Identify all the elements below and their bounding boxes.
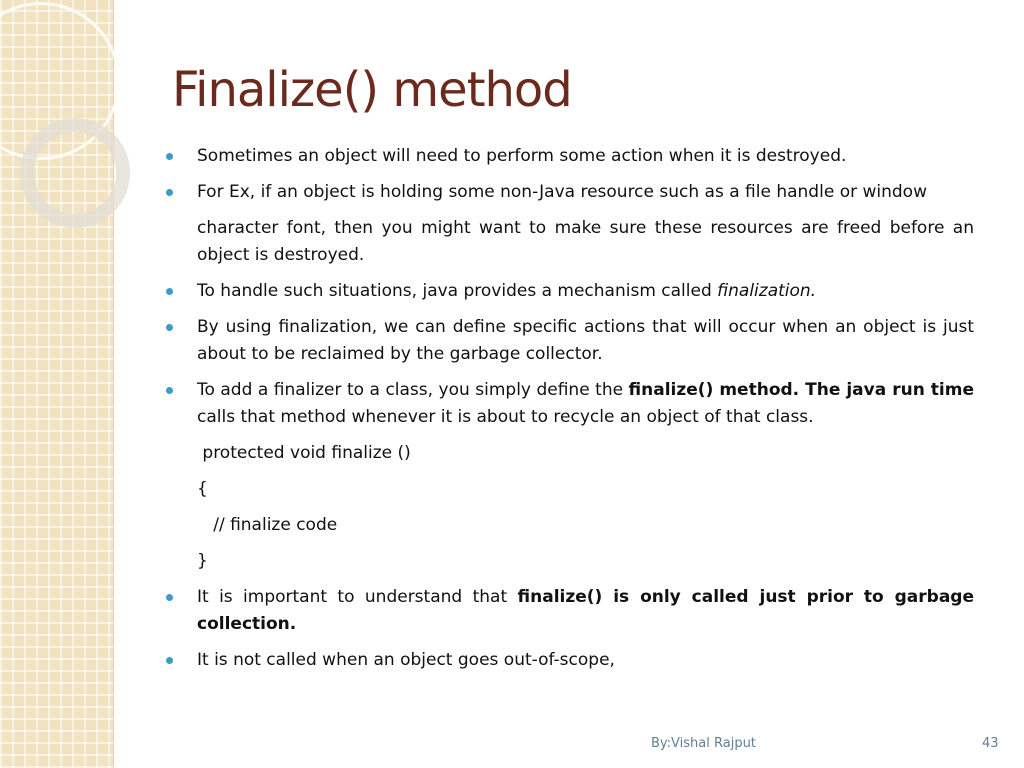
bullet-text-tail: calls that method whenever it is about to recycle an object of that class.	[197, 407, 814, 427]
bullet-text: Sometimes an object will need to perform some action when it is destroyed.	[197, 146, 847, 166]
footer-author: By:Vishal Rajput	[651, 736, 756, 751]
bullet-item	[166, 143, 974, 170]
bullet-item	[166, 314, 974, 368]
bullet-item	[166, 377, 974, 431]
bullet-text: It is not called when an object goes out-of-scope,	[197, 650, 615, 670]
bullet-text: character font, then you might want to make sure these resources are freed before an object is destroyed.	[197, 218, 974, 265]
code-line: }	[197, 551, 208, 571]
bullet-text: To add a finalizer to a class, you simply define the	[197, 380, 629, 400]
bullet-dot-icon	[166, 288, 173, 295]
bullet-dot-icon	[166, 324, 173, 331]
bullet-text: It is important to understand that	[197, 587, 518, 607]
bullet-dot-icon	[166, 387, 173, 394]
bullet-bold: finalize() is only called just prior to garbage collection.	[197, 587, 975, 634]
bullet-dot-icon	[166, 189, 173, 196]
code-line: protected void finalize ()	[197, 443, 411, 463]
continuation-paragraph	[166, 215, 974, 269]
bullet-dot-icon	[166, 594, 173, 601]
slide-content	[166, 143, 974, 683]
bullet-bold: finalize() method. The java run time	[628, 380, 975, 400]
bullet-dot-icon	[166, 153, 173, 160]
bullet-item	[166, 647, 974, 674]
page-number: 43	[982, 736, 999, 751]
bullet-emphasis: finalization.	[717, 281, 817, 301]
decorative-ring-small	[20, 118, 130, 228]
bullet-dot-icon	[166, 657, 173, 664]
bullet-item	[166, 179, 974, 206]
bullet-text: For Ex, if an object is holding some non-Java resource such as a file handle or window	[197, 182, 927, 202]
code-line: // finalize code	[197, 515, 338, 535]
bullet-text: By using finalization, we can define specific actions that will occur when an object is just about to be reclaimed by the garbage collector.	[197, 317, 974, 364]
slide-title: Finalize() method	[172, 62, 572, 118]
code-line: {	[197, 479, 208, 499]
bullet-item	[166, 584, 974, 638]
decorative-side-band	[0, 0, 114, 768]
bullet-text: To handle such situations, java provides a mechanism called	[197, 281, 718, 301]
bullet-item	[166, 278, 974, 305]
